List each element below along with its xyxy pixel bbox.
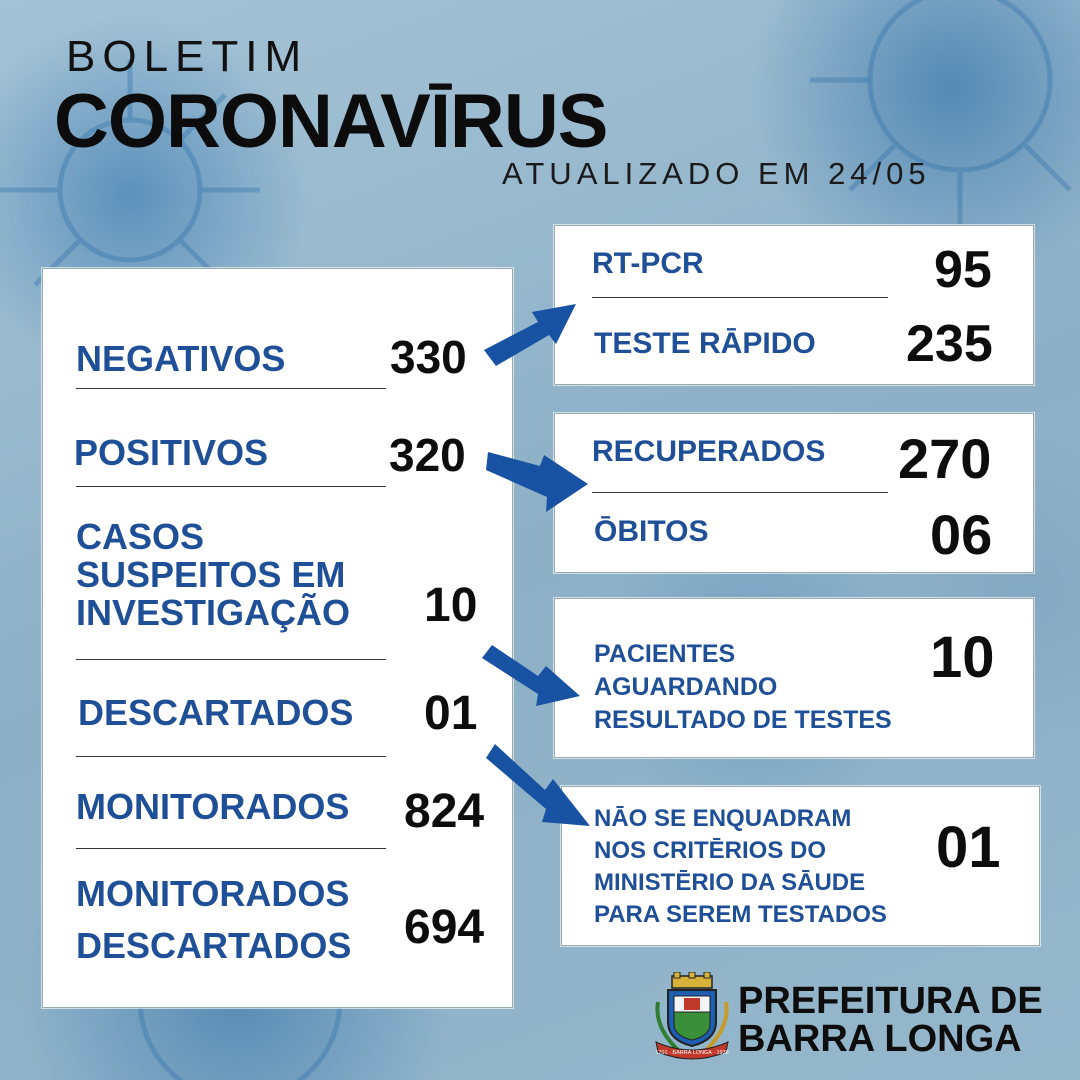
suspeitos-label-line: CASOS: [76, 516, 205, 557]
monitorados-label: MONITORADOS: [76, 786, 350, 827]
obitos-label: ŌBITOS: [594, 515, 709, 548]
aguardando-label-line: RESULTADO DE TESTES: [594, 706, 892, 734]
suspeitos-label: [76, 518, 350, 631]
positivos-label: POSITIVOS: [74, 432, 269, 473]
bulletin-title: CORONAVĪRUS: [54, 79, 608, 164]
monitorados-descartados-label-line: DESCARTADOS: [76, 925, 352, 967]
teste-rapido-value: 235: [906, 315, 993, 373]
nao-enquadram-label-line: PARA SEREM TESTADOS: [594, 901, 887, 928]
rtpcr-value: 95: [934, 241, 992, 299]
nao-enquadram-label-line: NOS CRITĒRIOS DO: [594, 837, 827, 864]
descartados-label: DESCARTADOS: [78, 692, 354, 733]
monitorados-descartados-label: [76, 868, 351, 972]
suspeitos-label-line: SUSPEITOS EM: [76, 553, 346, 595]
negativos-value: 330: [390, 331, 467, 383]
barra-longa-crest-icon: [652, 972, 732, 1060]
svg-text:1701 · BARRA LONGA · 1938: 1701 · BARRA LONGA · 1938: [655, 1050, 729, 1056]
recuperados-value: 270: [898, 427, 992, 490]
aguardando-label-line: AGUARDANDO: [594, 673, 778, 701]
negativos-label: NEGATIVOS: [76, 338, 286, 379]
recuperados-label: RECUPERADOS: [592, 435, 826, 468]
descartados-value: 01: [424, 687, 478, 740]
nao-enquadram-label-line: MINISTĒRIO DA SĀUDE: [594, 869, 866, 896]
obitos-value: 06: [930, 503, 993, 566]
divider: [76, 659, 386, 660]
suspeitos-label-line: INVESTIGAÇÃO: [76, 591, 351, 633]
teste-rapido-label: TESTE RĀPIDO: [594, 327, 816, 360]
aguardando-value: 10: [930, 625, 995, 690]
divider: [592, 492, 888, 493]
org-name-line: BARRA LONGA: [738, 1018, 1022, 1060]
divider: [76, 848, 386, 849]
nao-enquadram-label: [594, 803, 887, 931]
divider: [592, 297, 888, 298]
nao-enquadram-label-line: NĀO SE ENQUADRAM: [594, 805, 852, 832]
org-name: [738, 982, 1043, 1058]
nao-enquadram-value: 01: [936, 815, 1001, 880]
divider: [76, 388, 386, 389]
monitorados-value: 824: [404, 785, 485, 838]
monitorados-descartados-label-line: MONITORADOS: [76, 873, 350, 914]
aguardando-label-line: PACIENTES: [594, 640, 736, 668]
positivos-value: 320: [389, 429, 466, 481]
divider: [76, 486, 386, 487]
suspeitos-value: 10: [424, 579, 478, 632]
updated-date: ATUALIZADO EM 24/05: [502, 156, 931, 191]
bulletin-kicker: BOLETIM: [66, 32, 309, 81]
rtpcr-label: RT-PCR: [592, 247, 704, 280]
divider: [76, 756, 386, 757]
monitorados-descartados-value: 694: [404, 901, 485, 954]
org-name-line: PREFEITURA DE: [738, 980, 1043, 1022]
aguardando-label: [594, 638, 892, 737]
